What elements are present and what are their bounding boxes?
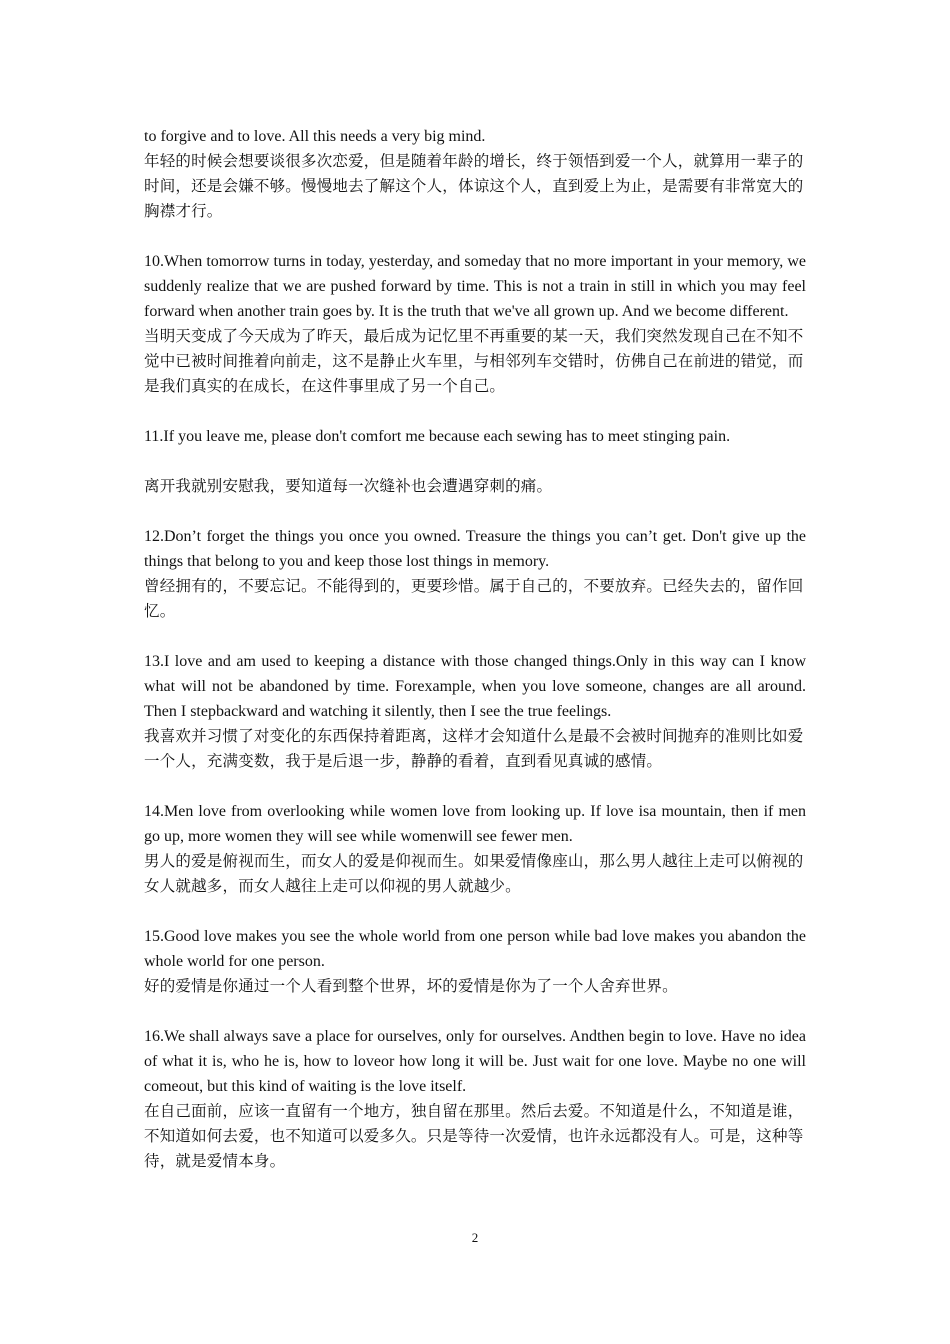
page-number: 2	[471, 1230, 479, 1245]
chinese-text: 当明天变成了今天成为了昨天，最后成为记忆里不再重要的某一天，我们突然发现自己在不知不觉中已被时间推着向前走，这不是静止火车里，与相邻列车交错时，仿佛自己在前进的错觉，而是我们真实的在成长，在这件事里成了另一个自己。	[144, 327, 804, 395]
english-text: 12.Don’t forget the things you once you owned. Treasure the things you can’t get. Don't give up the things that belong to you and keep those lost things in memory.	[144, 528, 806, 570]
chinese-text: 离开我就别安慰我，要知道每一次缝补也会遭遇穿刺的痛。	[144, 477, 553, 495]
text-block-16	[144, 1024, 806, 1174]
chinese-text: 曾经拥有的，不要忘记。不能得到的，更要珍惜。属于自己的，不要放弃。已经失去的，留作回忆。	[144, 577, 804, 620]
text-block-14	[144, 799, 806, 899]
chinese-text: 好的爱情是你通过一个人看到整个世界，坏的爱情是你为了一个人舍弃世界。	[144, 977, 678, 995]
text-block-9	[144, 124, 806, 224]
english-text: 14.Men love from overlooking while women love from looking up. If love isa mountain, then if men go up, more women they will see while womenwill see fewer men.	[144, 803, 806, 845]
chinese-text: 年轻的时候会想要谈很多次恋爱，但是随着年龄的增长，终于领悟到爱一个人，就算用一辈子的时间，还是会嫌不够。慢慢地去了解这个人，体谅这个人，直到爱上为止，是需要有非常宽大的胸襟才行。	[144, 152, 804, 220]
english-text: to forgive and to love. All this needs a very big mind.	[144, 128, 486, 145]
english-text: 13.I love and am used to keeping a distance with those changed things.Only in this way can I know what will not be abandoned by time. Forexample, when you love someone, changes are all around. Then I stepbackward and watching it silently, then I see the true feelings.	[144, 653, 806, 720]
text-block-15	[144, 924, 806, 999]
english-text: 16.We shall always save a place for ourselves, only for ourselves. Andthen begin to love. Have no idea of what it is, who he is, how to loveor how long it will be. Just wait for one love. Maybe no one will comeout, but this kind of waiting is the love itself.	[144, 1028, 806, 1095]
chinese-text: 我喜欢并习惯了对变化的东西保持着距离，这样才会知道什么是最不会被时间抛弃的准则比如爱一个人，充满变数，我于是后退一步，静静的看着，直到看见真诚的感情。	[144, 727, 804, 770]
english-text: 10.When tomorrow turns in today, yesterday, and someday that no more important in your memory, we suddenly realize that we are pushed forward by time. This is not a train in still in which you may feel forward when another train goes by. It is the truth that we've all grown up. And we become different.	[144, 253, 806, 320]
page-content	[144, 124, 806, 1199]
english-text: 15.Good love makes you see the whole world from one person while bad love makes you abandon the whole world for one person.	[144, 928, 806, 970]
text-block-10	[144, 249, 806, 399]
text-block-11	[144, 424, 806, 499]
chinese-text: 在自己面前，应该一直留有一个地方，独自留在那里。然后去爱。不知道是什么，不知道是谁，不知道如何去爱，也不知道可以爱多久。只是等待一次爱情，也许永远都没有人。可是，这种等待，就是爱情本身。	[144, 1102, 804, 1170]
text-block-13	[144, 649, 806, 774]
chinese-text: 男人的爱是俯视而生，而女人的爱是仰视而生。如果爱情像座山，那么男人越往上走可以俯视的女人就越多，而女人越往上走可以仰视的男人就越少。	[144, 852, 804, 895]
english-text: 11.If you leave me, please don't comfort me because each sewing has to meet stinging pain.	[144, 428, 731, 445]
text-block-12	[144, 524, 806, 624]
